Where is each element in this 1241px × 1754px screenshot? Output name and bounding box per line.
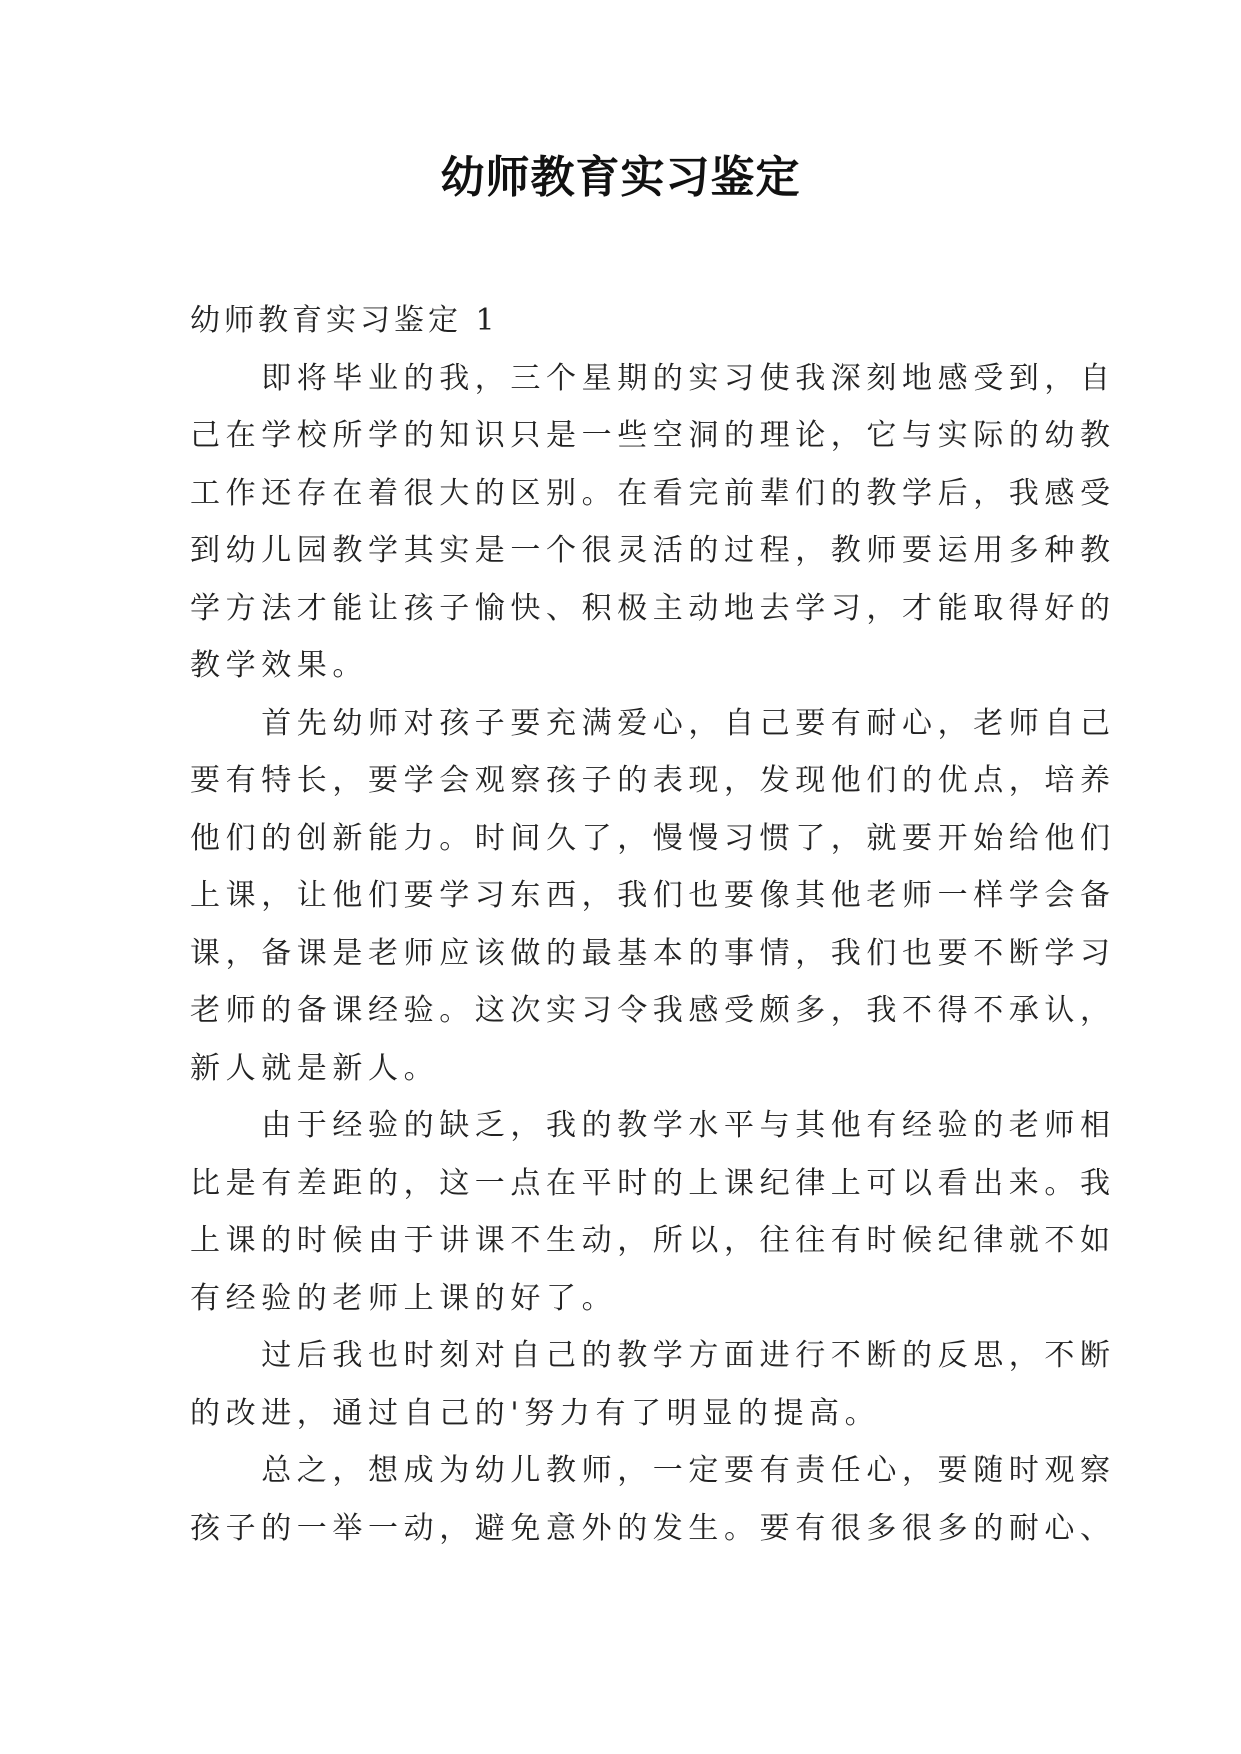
paragraph-line: 学方法才能让孩子愉快、积极主动地去学习，才能取得好的 [190, 590, 1116, 626]
document-title: 幼师教育实习鉴定 [440, 152, 801, 203]
paragraph-line: 由于经验的缺乏，我的教学水平与其他有经验的老师相 [190, 1108, 1116, 1143]
section-heading: 幼师教育实习鉴定 1 [190, 303, 499, 338]
paragraph-line: 到幼儿园教学其实是一个很灵活的过程，教师要运用多种教 [190, 533, 1116, 568]
paragraph-line: 孩子的一举一动，避免意外的发生。要有很多很多的耐心、 [190, 1510, 1116, 1546]
paragraph-2 [190, 695, 1116, 1098]
paragraph-line: 老师的备课经验。这次实习令我感受颇多，我不得不承认， [190, 993, 1116, 1028]
paragraph-line: 总之，想成为幼儿教师，一定要有责任心，要随时观察 [190, 1453, 1116, 1488]
paragraph-line: 他们的创新能力。时间久了，慢慢习惯了，就要开始给他们 [190, 820, 1116, 856]
document-body [190, 292, 1116, 1557]
paragraph-line: 课，备课是老师应该做的最基本的事情，我们也要不断学习 [190, 935, 1116, 971]
paragraph-line: 有经验的老师上课的好了。 [190, 1280, 618, 1316]
paragraph-line: 要有特长，要学会观察孩子的表现，发现他们的优点，培养 [190, 763, 1116, 798]
paragraph-line: 工作还存在着很大的区别。在看完前辈们的教学后，我感受 [190, 475, 1116, 511]
paragraph-line: 上课的时候由于讲课不生动，所以，往往有时候纪律就不如 [190, 1223, 1116, 1258]
paragraph-line: 首先幼师对孩子要充满爱心，自己要有耐心，老师自己 [190, 705, 1116, 741]
paragraph-line: 新人就是新人。 [190, 1050, 440, 1086]
paragraph-3 [190, 1097, 1116, 1327]
paragraph-line: 上课，让他们要学习东西，我们也要像其他老师一样学会备 [190, 878, 1116, 913]
paragraph-5 [190, 1442, 1116, 1557]
paragraph-line: 过后我也时刻对自己的教学方面进行不断的反思，不断 [190, 1338, 1116, 1373]
paragraph-line: 教学效果。 [190, 648, 368, 683]
paragraph-line: 的改进，通过自己的'努力有了明显的提高。 [190, 1395, 881, 1431]
paragraph-line: 己在学校所学的知识只是一些空洞的理论，它与实际的幼教 [190, 418, 1116, 453]
paragraph-4 [190, 1327, 1116, 1442]
paragraph-line: 比是有差距的，这一点在平时的上课纪律上可以看出来。我 [190, 1165, 1116, 1201]
paragraph-1 [190, 350, 1116, 695]
paragraph-line: 即将毕业的我，三个星期的实习使我深刻地感受到，自 [190, 360, 1116, 396]
